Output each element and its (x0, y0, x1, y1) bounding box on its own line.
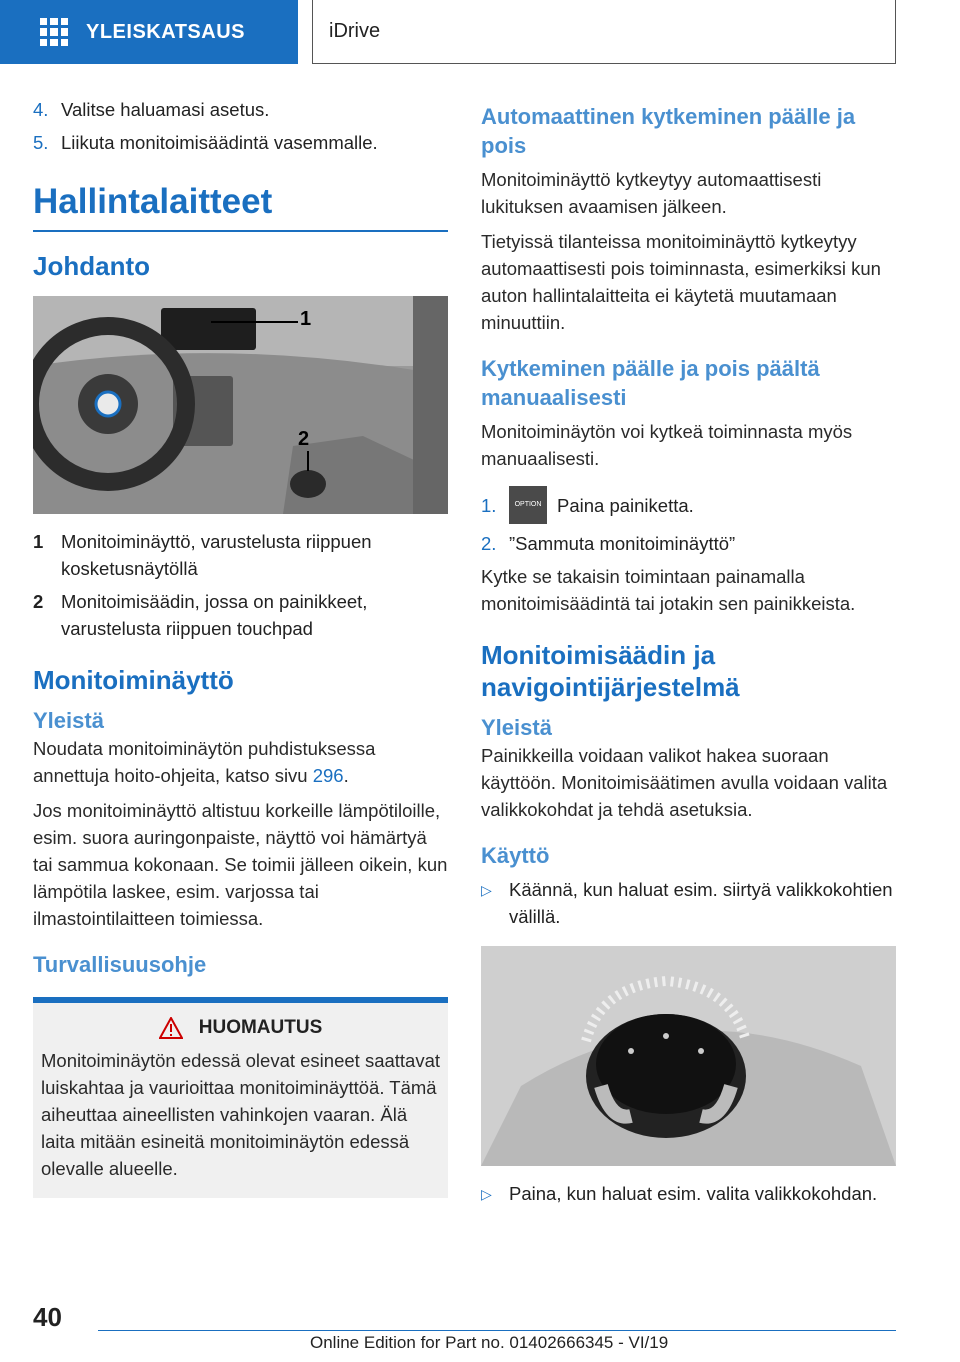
auto-paragraph-2: Tietyissä tilanteissa monitoiminäyttö kytkeytyy automaattisesti pois toiminnasta, esimerkiksi kun auton hallintalaitteita ei käytetä muutamaan minuuttiin. (481, 231, 881, 333)
step-number: 2. (481, 533, 497, 554)
auto-paragraph-1: Monitoiminäyttö kytkeytyy automaattisesti lukituksen avaamisen jälkeen. (481, 169, 822, 217)
notice-box (33, 997, 448, 1198)
manual-paragraph-1: Monitoiminäytön voi kytkeä toiminnasta myös manuaalisesti. (481, 421, 853, 469)
notice-title: HUOMAUTUS (198, 1017, 323, 1038)
bullet-text: Käännä, kun haluat esim. siirtyä valikkokohtien välillä. (509, 879, 893, 927)
photo-label-1: 1 (300, 308, 312, 330)
display-heading: Monitoiminäyttö (33, 665, 234, 695)
manual-step (481, 486, 893, 524)
triangle-bullet-icon: ▷ (481, 1186, 492, 1202)
notice-header (41, 1017, 440, 1039)
grid-menu-icon (40, 18, 68, 46)
cleaning-text: Noudata monitoiminäytön puhdistuksessa annettuja hoito-ohjeita, katso sivu (33, 738, 376, 786)
photo-label-2: 2 (298, 428, 310, 450)
cleaning-text-end: . (343, 765, 349, 786)
controller-photo (481, 946, 896, 1166)
chapter-tab-label: YLEISKATSAUS (86, 20, 245, 43)
controller-general-heading: Yleistä (481, 715, 552, 740)
use-heading: Käyttö (481, 843, 550, 868)
bullet-text: Paina, kun haluat esim. valita valikkokohdan. (509, 1183, 878, 1204)
general-heading: Yleistä (33, 708, 104, 733)
legend-item (33, 528, 448, 582)
press-bullet (481, 1180, 893, 1208)
manual-heading: Kytkeminen päälle ja pois päältä manuaalisesti (481, 356, 820, 410)
legend-text: Monitoiminäyttö, varustelusta riippuen kosketusnäytöllä (61, 531, 372, 579)
step-item (33, 129, 448, 156)
option-button-icon: OPTION (509, 486, 547, 524)
step-text: Liikuta monitoimisäädintä vasemmalle. (61, 132, 378, 153)
left-column (33, 96, 448, 1198)
photo-legend (33, 528, 448, 642)
page-number: 40 (33, 1302, 62, 1332)
warning-icon (159, 1017, 183, 1039)
footer-divider (98, 1330, 896, 1331)
controller-heading: Monitoimisäädin ja navigointijärjestelmä (481, 640, 740, 702)
manual-step (481, 530, 893, 557)
step-text: Paina painiketta. (557, 494, 694, 516)
chapter-tab[interactable] (0, 0, 298, 64)
step-number: 1. (481, 494, 497, 516)
step-number: 5. (33, 132, 49, 153)
right-column (481, 96, 893, 1214)
safety-heading: Turvallisuusohje (33, 952, 207, 977)
section-title: iDrive (312, 0, 896, 64)
notice-text: Monitoiminäytön edessä olevat esineet saattavat luiskahtaa ja vaurioittaa monitoiminäyttöä. Tämä aiheuttaa aineellisten vahinkojen vaaran. Älä laita mitään esineitä monitoiminäytön edessä olevalle alueelle. (41, 1050, 441, 1179)
legend-number: 1 (33, 531, 44, 552)
triangle-bullet-icon: ▷ (481, 882, 492, 898)
heat-paragraph: Jos monitoiminäyttö altistuu korkeille lämpötiloille, esim. suora auringonpaiste, näyttö voi hämärtyä tai sammua kokonaan. Se toimii jälleen oikein, kun lämpötila laskee, esim. varjossa tai ilmastointilaitteen toimiessa. (33, 800, 448, 929)
auto-heading: Automaattinen kytkeminen päälle ja pois (481, 104, 856, 158)
intro-heading: Johdanto (33, 251, 150, 281)
page-link[interactable]: 296 (312, 765, 344, 786)
step-number: 4. (33, 99, 49, 120)
use-bullet (481, 876, 893, 930)
legend-number: 2 (33, 591, 44, 612)
manual-paragraph-2: Kytke se takaisin toimintaan painamalla monitoimisäädintä tai jotakin sen painikkeista. (481, 566, 856, 614)
step-text: ”Sammuta monitoiminäyttö” (509, 533, 736, 554)
cockpit-illustration (33, 296, 448, 514)
controller-illustration (481, 946, 896, 1166)
legend-text: Monitoimisäädin, jossa on painikkeet, varustelusta riippuen touchpad (61, 591, 368, 639)
chapter-heading: Hallintalaitteet (33, 182, 448, 232)
step-item (33, 96, 448, 123)
cleaning-paragraph (33, 735, 448, 789)
legend-item (33, 588, 448, 642)
cockpit-photo (33, 296, 448, 514)
controller-paragraph: Painikkeilla voidaan valikot hakea suoraan käyttöön. Monitoimisäätimen avulla voidaan valita valikkokohdat ja tehdä asetuksia. (481, 745, 888, 820)
step-text: Valitse haluamasi asetus. (61, 99, 270, 120)
edition-text: Online Edition for Part no. 01402666345 - VI/19 (310, 1333, 669, 1352)
